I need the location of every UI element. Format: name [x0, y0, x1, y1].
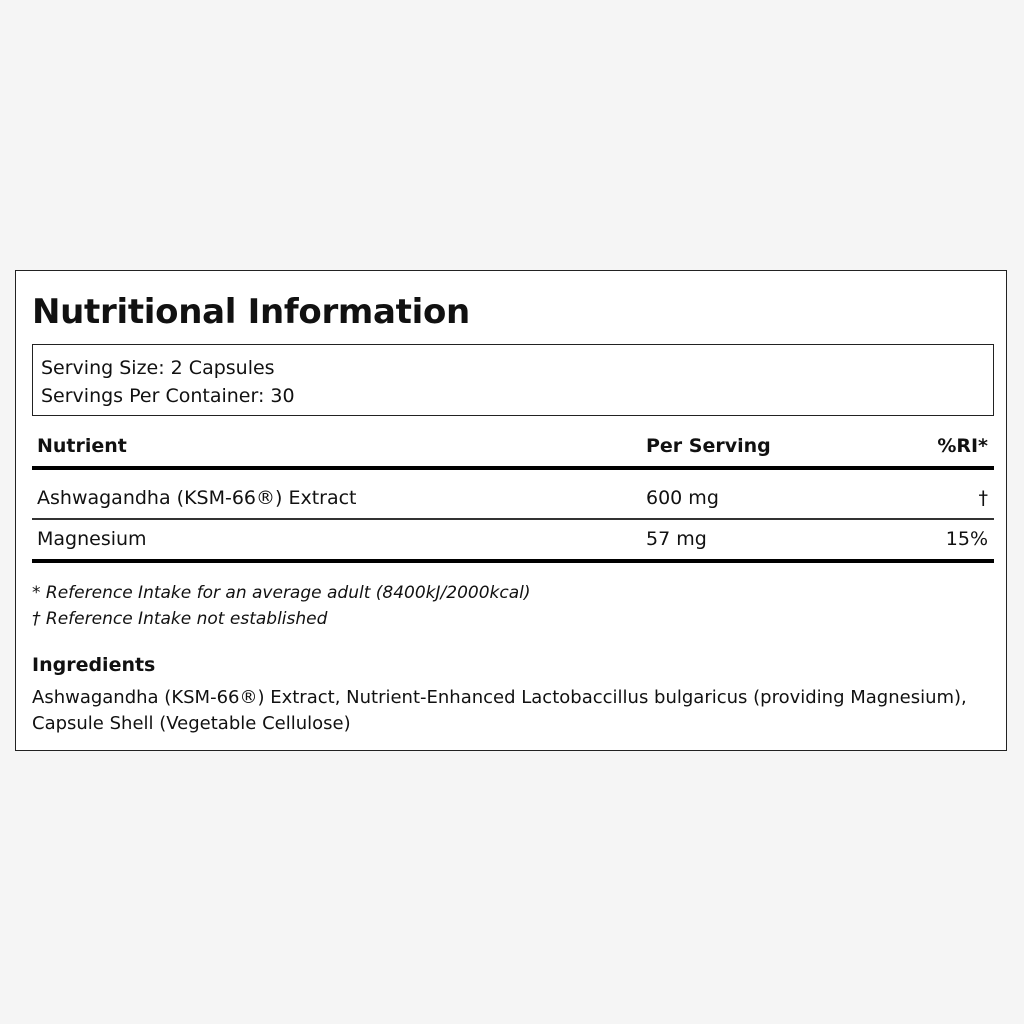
footnote-not-established: † Reference Intake not established	[32, 609, 328, 629]
header-ri: %RI*	[937, 435, 988, 457]
nutrient-ri: 15%	[945, 528, 988, 550]
ingredients-heading: Ingredients	[32, 654, 156, 676]
header-nutrient: Nutrient	[37, 435, 127, 457]
nutrient-ri: †	[978, 487, 988, 509]
nutrition-panel	[15, 270, 1007, 751]
servings-per-container: Servings Per Container: 30	[41, 385, 295, 407]
nutrient-name: Ashwagandha (KSM-66®) Extract	[37, 487, 357, 509]
row-divider	[32, 518, 994, 520]
header-divider	[32, 466, 994, 470]
serving-size: Serving Size: 2 Capsules	[41, 357, 275, 379]
serving-info-box	[32, 344, 994, 416]
footnote-ri: * Reference Intake for an average adult (8400kJ/2000kcal)	[32, 583, 531, 603]
nutrient-amount: 57 mg	[646, 528, 707, 550]
header-per-serving: Per Serving	[646, 435, 771, 457]
table-bottom-divider	[32, 559, 994, 563]
ingredients-text: Ashwagandha (KSM-66®) Extract, Nutrient-Enhanced Lactobaccillus bulgaricus (providing Magnesium), Capsule Shell (Vegetable Cellulose)	[32, 687, 967, 734]
nutrient-amount: 600 mg	[646, 487, 719, 509]
panel-title: Nutritional Information	[32, 292, 470, 332]
nutrient-name: Magnesium	[37, 528, 147, 550]
